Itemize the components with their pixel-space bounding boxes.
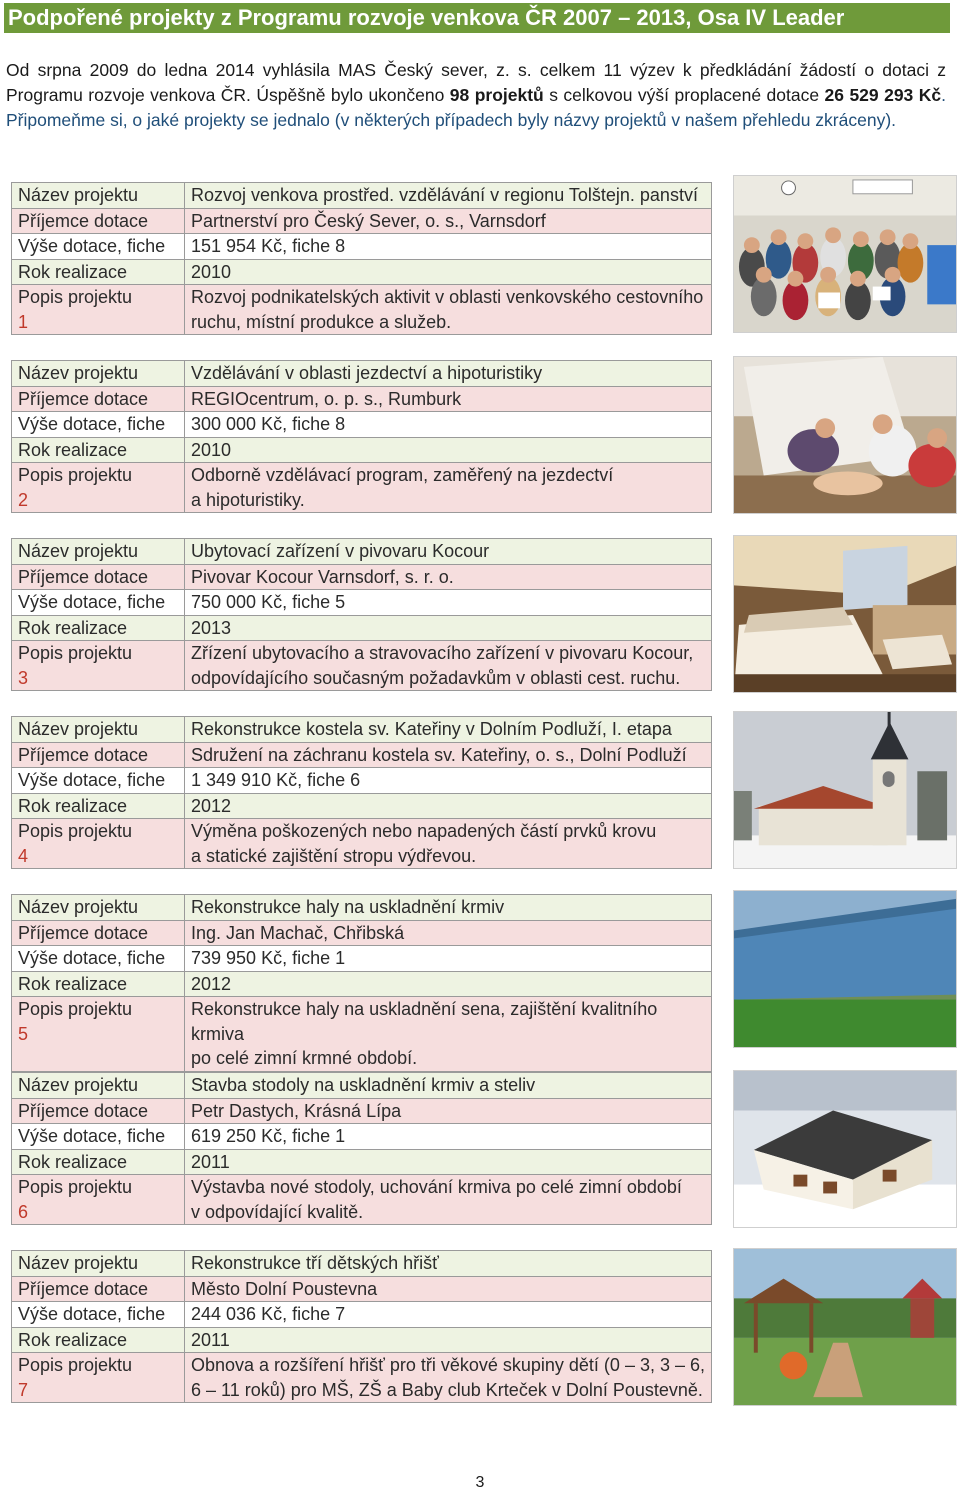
project-desc-line-2: a hipoturistiky. xyxy=(191,489,305,510)
project-desc-row xyxy=(12,641,712,691)
project-desc-label-cell xyxy=(12,819,185,869)
project-amount-label: Výše dotace, fiche xyxy=(12,1302,185,1328)
intro-total-amount: 26 529 293 Kč xyxy=(824,85,942,105)
project-amount-label: Výše dotace, fiche xyxy=(12,234,185,260)
project-year-label: Rok realizace xyxy=(12,793,185,819)
project-name-row xyxy=(12,717,712,743)
project-desc-line-1: Výstavba nové stodoly, uchování krmiva po celé zimní období xyxy=(191,1177,682,1197)
project-recipient-label: Příjemce dotace xyxy=(12,564,185,590)
project-year-label: Rok realizace xyxy=(12,1327,185,1353)
project-desc-row xyxy=(12,1175,712,1225)
project-desc-label-cell xyxy=(12,641,185,691)
project-name-label: Název projektu xyxy=(12,895,185,921)
project-year-label: Rok realizace xyxy=(12,971,185,997)
project-desc-label-cell xyxy=(12,463,185,513)
project-desc-cell xyxy=(185,463,712,513)
project-name-row xyxy=(12,1251,712,1277)
group-photo xyxy=(733,175,957,333)
project-year: 2010 xyxy=(185,259,712,285)
church-photo xyxy=(733,711,957,869)
project-amount-row xyxy=(12,590,712,616)
project-table xyxy=(11,716,712,869)
project-desc-line-2: ruchu, místní produkce a služeb. xyxy=(191,311,452,332)
project-desc-label: Popis projektu xyxy=(18,643,133,663)
project-desc-line-2: odpovídajícího současným požadavkům v oblasti cest. ruchu. xyxy=(191,667,681,688)
project-year: 2011 xyxy=(185,1327,712,1353)
project-year-label: Rok realizace xyxy=(12,615,185,641)
project-year-row xyxy=(12,615,712,641)
project-name-row xyxy=(12,361,712,387)
project-year-label: Rok realizace xyxy=(12,259,185,285)
project-year-row xyxy=(12,1149,712,1175)
project-name: Rekonstrukce kostela sv. Kateřiny v Dolním Podluží, I. etapa xyxy=(185,717,712,743)
project-desc-cell xyxy=(185,285,712,335)
project-desc-label: Popis projektu xyxy=(18,821,133,841)
project-amount: 151 954 Kč, fiche 8 xyxy=(185,234,712,260)
project-amount-row xyxy=(12,1302,712,1328)
project-amount: 1 349 910 Kč, fiche 6 xyxy=(185,768,712,794)
project-name-row xyxy=(12,183,712,209)
project-number: 4 xyxy=(18,845,29,866)
project-desc-row xyxy=(12,819,712,869)
project-name-label: Název projektu xyxy=(12,1073,185,1099)
project-amount-row xyxy=(12,412,712,438)
project-name-row xyxy=(12,895,712,921)
project-number: 3 xyxy=(18,667,29,688)
project-desc-label: Popis projektu xyxy=(18,1177,133,1197)
project-recipient-label: Příjemce dotace xyxy=(12,1276,185,1302)
project-recipient-label: Příjemce dotace xyxy=(12,742,185,768)
project-name: Rekonstrukce tří dětských hřišť xyxy=(185,1251,712,1277)
project-desc-row xyxy=(12,997,712,1072)
project-table xyxy=(11,538,712,691)
project-number: 2 xyxy=(18,489,29,510)
project-desc-cell xyxy=(185,1353,712,1403)
project-recipient-row xyxy=(12,386,712,412)
project-amount: 619 250 Kč, fiche 1 xyxy=(185,1124,712,1150)
project-year-row xyxy=(12,437,712,463)
project-desc-row xyxy=(12,285,712,335)
project-recipient-label: Příjemce dotace xyxy=(12,1098,185,1124)
project-name: Rekonstrukce haly na uskladnění krmiv xyxy=(185,895,712,921)
project-desc-label-cell xyxy=(12,1175,185,1225)
project-recipient-row xyxy=(12,208,712,234)
project-desc-line-2: 6 – 11 roků) pro MŠ, ZŠ a Baby club Krteček v Dolní Poustevně. xyxy=(191,1379,703,1400)
project-desc-label: Popis projektu xyxy=(18,287,133,307)
project-recipient: Město Dolní Poustevna xyxy=(185,1276,712,1302)
project-desc-cell xyxy=(185,641,712,691)
project-amount: 300 000 Kč, fiche 8 xyxy=(185,412,712,438)
project-year-row xyxy=(12,259,712,285)
project-amount: 750 000 Kč, fiche 5 xyxy=(185,590,712,616)
project-recipient-row xyxy=(12,1098,712,1124)
project-desc-line-1: Výměna poškozených nebo napadených částí prvků krovu xyxy=(191,821,657,841)
project-desc-label-cell xyxy=(12,997,185,1072)
project-recipient: Pivovar Kocour Varnsdorf, s. r. o. xyxy=(185,564,712,590)
project-name-label: Název projektu xyxy=(12,183,185,209)
project-recipient: Petr Dastych, Krásná Lípa xyxy=(185,1098,712,1124)
project-recipient-label: Příjemce dotace xyxy=(12,920,185,946)
project-desc-cell xyxy=(185,819,712,869)
project-amount: 739 950 Kč, fiche 1 xyxy=(185,946,712,972)
project-name-label: Název projektu xyxy=(12,1251,185,1277)
project-year: 2013 xyxy=(185,615,712,641)
project-name-label: Název projektu xyxy=(12,361,185,387)
project-table xyxy=(11,182,712,335)
project-name-label: Název projektu xyxy=(12,539,185,565)
project-name: Ubytovací zařízení v pivovaru Kocour xyxy=(185,539,712,565)
project-desc-line-1: Zřízení ubytovacího a stravovacího zařízení v pivovaru Kocour, xyxy=(191,643,694,663)
first-aid-training-photo xyxy=(733,356,957,514)
project-desc-line-1: Odborně vzdělávací program, zaměřený na jezdectví xyxy=(191,465,614,485)
barn-photo xyxy=(733,1070,957,1228)
project-name: Stavba stodoly na uskladnění krmiv a steliv xyxy=(185,1073,712,1099)
project-desc-label: Popis projektu xyxy=(18,465,133,485)
project-name: Rozvoj venkova prostřed. vzdělávání v regionu Tolštejn. panství xyxy=(185,183,712,209)
project-year-row xyxy=(12,793,712,819)
project-recipient-row xyxy=(12,920,712,946)
intro-paragraph xyxy=(6,58,946,133)
project-desc-line-1: Rekonstrukce haly na uskladnění sena, zajištění kvalitního krmiva xyxy=(191,999,658,1044)
playground-photo xyxy=(733,1248,957,1406)
project-year-label: Rok realizace xyxy=(12,437,185,463)
project-recipient-row xyxy=(12,742,712,768)
project-table xyxy=(11,1072,712,1225)
project-desc-line-1: Obnova a rozšíření hřišť pro tři věkové skupiny dětí (0 – 3, 3 – 6, xyxy=(191,1355,706,1375)
project-recipient: Sdružení na záchranu kostela sv. Kateřiny, o. s., Dolní Podluží xyxy=(185,742,712,768)
project-number: 6 xyxy=(18,1201,29,1222)
project-number: 1 xyxy=(18,311,29,332)
project-recipient-row xyxy=(12,1276,712,1302)
project-desc-line-2: a statické zajištění stropu výdřevou. xyxy=(191,845,477,866)
project-amount-row xyxy=(12,768,712,794)
project-recipient: Partnerství pro Český Sever, o. s., Varnsdorf xyxy=(185,208,712,234)
project-year: 2012 xyxy=(185,971,712,997)
project-table xyxy=(11,360,712,513)
project-amount: 244 036 Kč, fiche 7 xyxy=(185,1302,712,1328)
hall-photo xyxy=(733,890,957,1048)
project-desc-line-2: po celé zimní krmné období. xyxy=(191,1048,418,1068)
project-table xyxy=(11,894,712,1072)
project-amount-label: Výše dotace, fiche xyxy=(12,768,185,794)
project-amount-label: Výše dotace, fiche xyxy=(12,1124,185,1150)
project-table xyxy=(11,1250,712,1403)
project-year: 2010 xyxy=(185,437,712,463)
project-name-row xyxy=(12,1073,712,1099)
page-number: 3 xyxy=(475,1474,485,1491)
project-amount-label: Výše dotace, fiche xyxy=(12,412,185,438)
project-desc-line-1: Rozvoj podnikatelských aktivit v oblasti venkovského cestovního xyxy=(191,287,704,307)
project-year-label: Rok realizace xyxy=(12,1149,185,1175)
project-desc-row xyxy=(12,463,712,513)
project-desc-label-cell xyxy=(12,1353,185,1403)
intro-text-2: s celkovou výší proplacené dotace xyxy=(543,85,825,105)
project-amount-label: Výše dotace, fiche xyxy=(12,946,185,972)
project-year-row xyxy=(12,971,712,997)
project-year: 2012 xyxy=(185,793,712,819)
intro-text-3: . Připomeňme si, o jaké projekty se jednalo (v některých případech byly názvy projektů v našem přehledu zkráceny). xyxy=(6,85,946,130)
intro-projects-count: 98 projektů xyxy=(449,85,544,105)
project-year: 2011 xyxy=(185,1149,712,1175)
bedroom-photo xyxy=(733,535,957,693)
project-desc-cell xyxy=(185,1175,712,1225)
project-desc-label-cell xyxy=(12,285,185,335)
project-recipient-row xyxy=(12,564,712,590)
project-name: Vzdělávání v oblasti jezdectví a hipoturistiky xyxy=(185,361,712,387)
project-desc-label: Popis projektu xyxy=(18,999,133,1019)
project-amount-row xyxy=(12,946,712,972)
project-number: 7 xyxy=(18,1379,29,1400)
project-amount-row xyxy=(12,234,712,260)
project-number: 5 xyxy=(18,1023,29,1044)
project-recipient-label: Příjemce dotace xyxy=(12,386,185,412)
intro-text-1: Od srpna 2009 do ledna 2014 vyhlásila MAS Český sever, z. s. celkem 11 výzev k předkládání žádostí o dotaci z Programu rozvoje venkova ČR. Úspěšně bylo ukončeno xyxy=(6,60,946,105)
project-amount-row xyxy=(12,1124,712,1150)
page-title: Podpořené projekty z Programu rozvoje venkova ČR 2007 – 2013, Osa IV Leader xyxy=(4,3,950,33)
project-name-label: Název projektu xyxy=(12,717,185,743)
project-year-row xyxy=(12,1327,712,1353)
project-name-row xyxy=(12,539,712,565)
project-amount-label: Výše dotace, fiche xyxy=(12,590,185,616)
project-recipient-label: Příjemce dotace xyxy=(12,208,185,234)
project-desc-line-2: v odpovídající kvalitě. xyxy=(191,1201,364,1222)
project-recipient: REGIOcentrum, o. p. s., Rumburk xyxy=(185,386,712,412)
project-desc-row xyxy=(12,1353,712,1403)
project-desc-cell xyxy=(185,997,712,1072)
project-recipient: Ing. Jan Machač, Chřibská xyxy=(185,920,712,946)
project-desc-label: Popis projektu xyxy=(18,1355,133,1375)
